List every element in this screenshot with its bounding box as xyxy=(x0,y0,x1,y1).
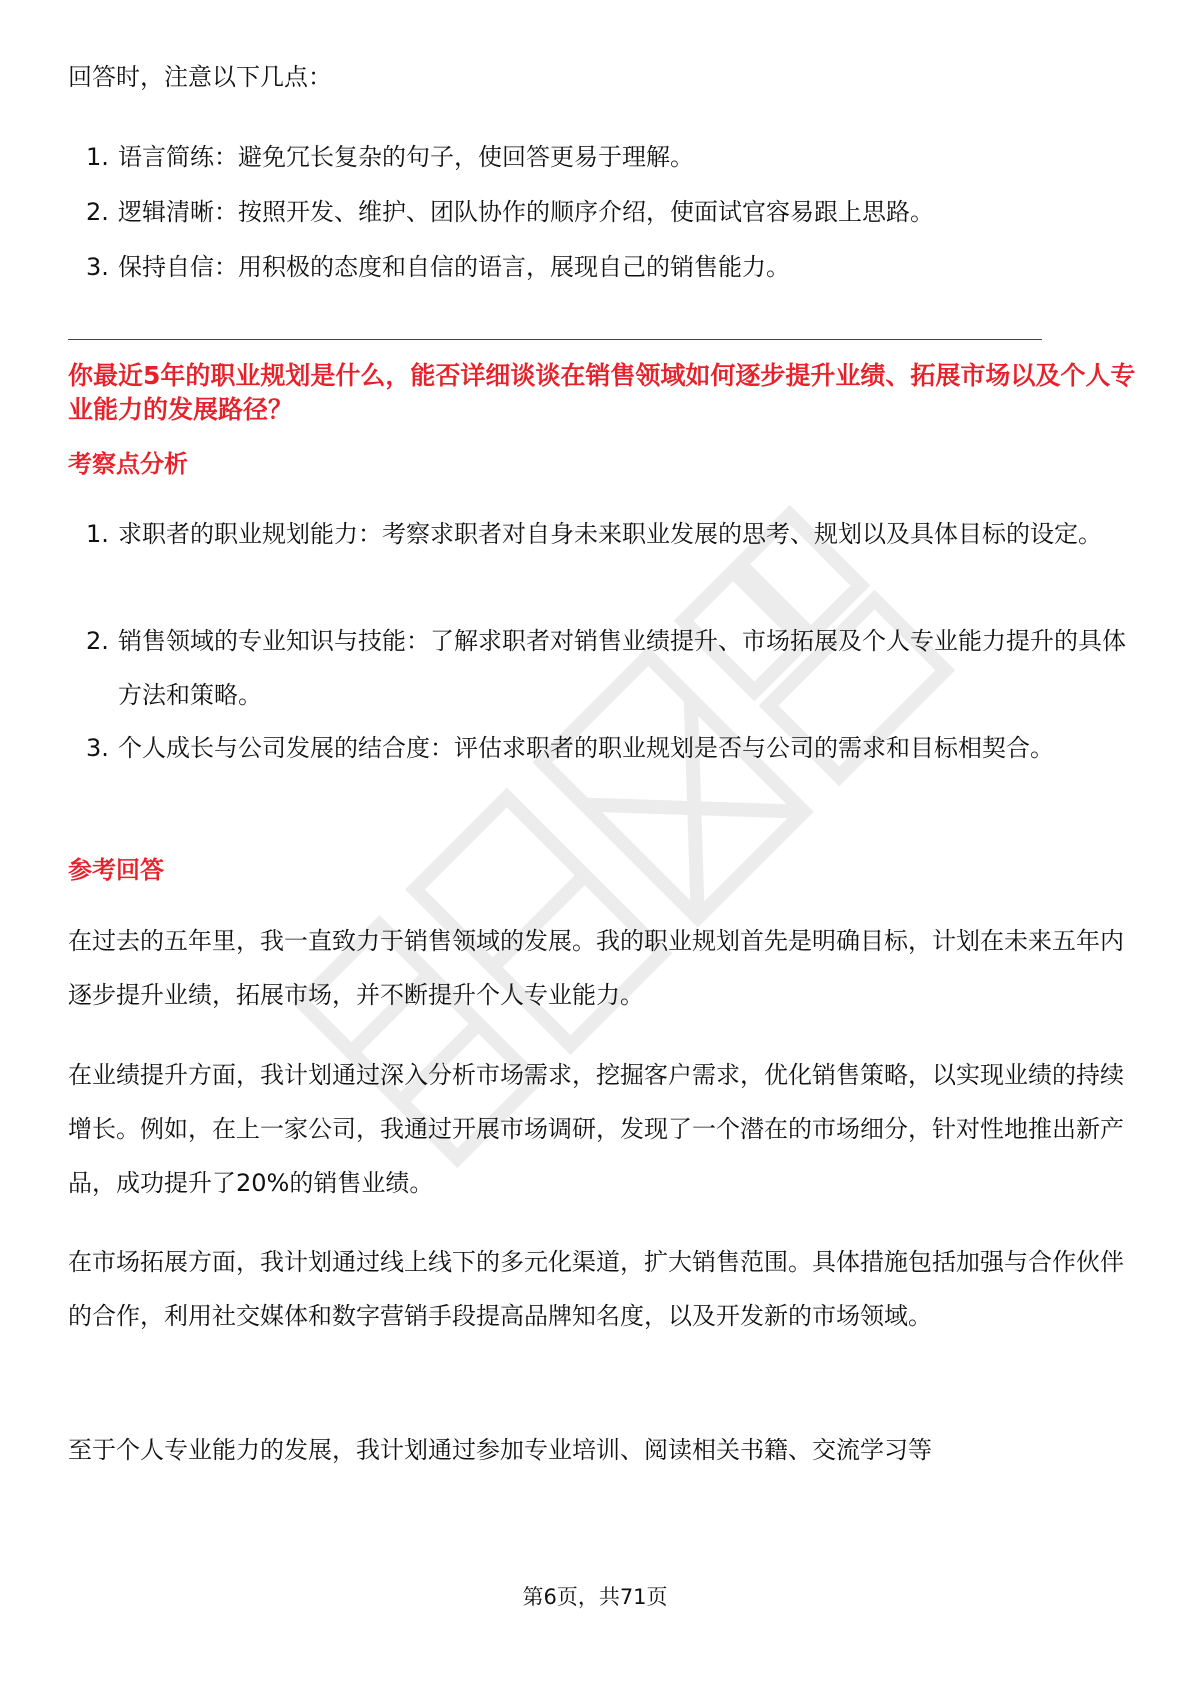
answer-paragraph: 在过去的五年里，我一直致力于销售领域的发展。我的职业规划首先是明确目标，计划在未来五年内逐步提升业绩，拓展市场，并不断提升个人专业能力。 xyxy=(68,927,1124,1009)
answer-paragraph: 在市场拓展方面，我计划通过线上线下的多元化渠道，扩大销售范围。具体措施包括加强与合作伙伴的合作，利用社交媒体和数字营销手段提高品牌知名度，以及开发新的市场领域。 xyxy=(68,1248,1124,1330)
list-item: 个人成长与公司发展的结合度：评估求职者的职业规划是否与公司的需求和目标相契合。 xyxy=(118,734,1054,762)
list-item: 保持自信：用积极的态度和自信的语言，展现自己的销售能力。 xyxy=(118,253,790,281)
answer-paragraph: 至于个人专业能力的发展，我计划通过参加专业培训、阅读相关书籍、交流学习等 xyxy=(68,1436,932,1464)
list-item: 逻辑清晰：按照开发、维护、团队协作的顺序介绍，使面试官容易跟上思路。 xyxy=(118,198,934,226)
list-item-number: 1. xyxy=(86,520,109,548)
list-item-number: 3. xyxy=(86,253,109,281)
list-item: 语言简练：避免冗长复杂的句子，使回答更易于理解。 xyxy=(118,143,694,171)
list-item-number: 3. xyxy=(86,734,109,762)
list-item-number: 2. xyxy=(86,627,109,655)
answer-paragraph: 在业绩提升方面，我计划通过深入分析市场需求，挖掘客户需求，优化销售策略，以实现业绩的持续增长。例如，在上一家公司，我通过开展市场调研，发现了一个潜在的市场细分，针对性地推出新产品，成功提升了20%的销售业绩。 xyxy=(68,1061,1124,1197)
section-divider xyxy=(68,339,1042,340)
list-item-number: 2. xyxy=(86,198,109,226)
analysis-heading: 考察点分析 xyxy=(68,450,188,478)
list-item-number: 1. xyxy=(86,143,109,171)
answer-heading: 参考回答 xyxy=(68,856,164,884)
list-item: 求职者的职业规划能力：考察求职者对自身未来职业发展的思考、规划以及具体目标的设定。 xyxy=(118,520,1102,548)
intro-text: 回答时，注意以下几点： xyxy=(68,63,332,91)
question-title: 你最近5年的职业规划是什么，能否详细谈谈在销售领域如何逐步提升业绩、拓展市场以及个人专业能力的发展路径？ xyxy=(68,361,1136,424)
list-item: 销售领域的专业知识与技能：了解求职者对销售业绩提升、市场拓展及个人专业能力提升的具体方法和策略。 xyxy=(118,627,1126,709)
page-footer: 第6页，共71页 xyxy=(522,1585,668,1609)
